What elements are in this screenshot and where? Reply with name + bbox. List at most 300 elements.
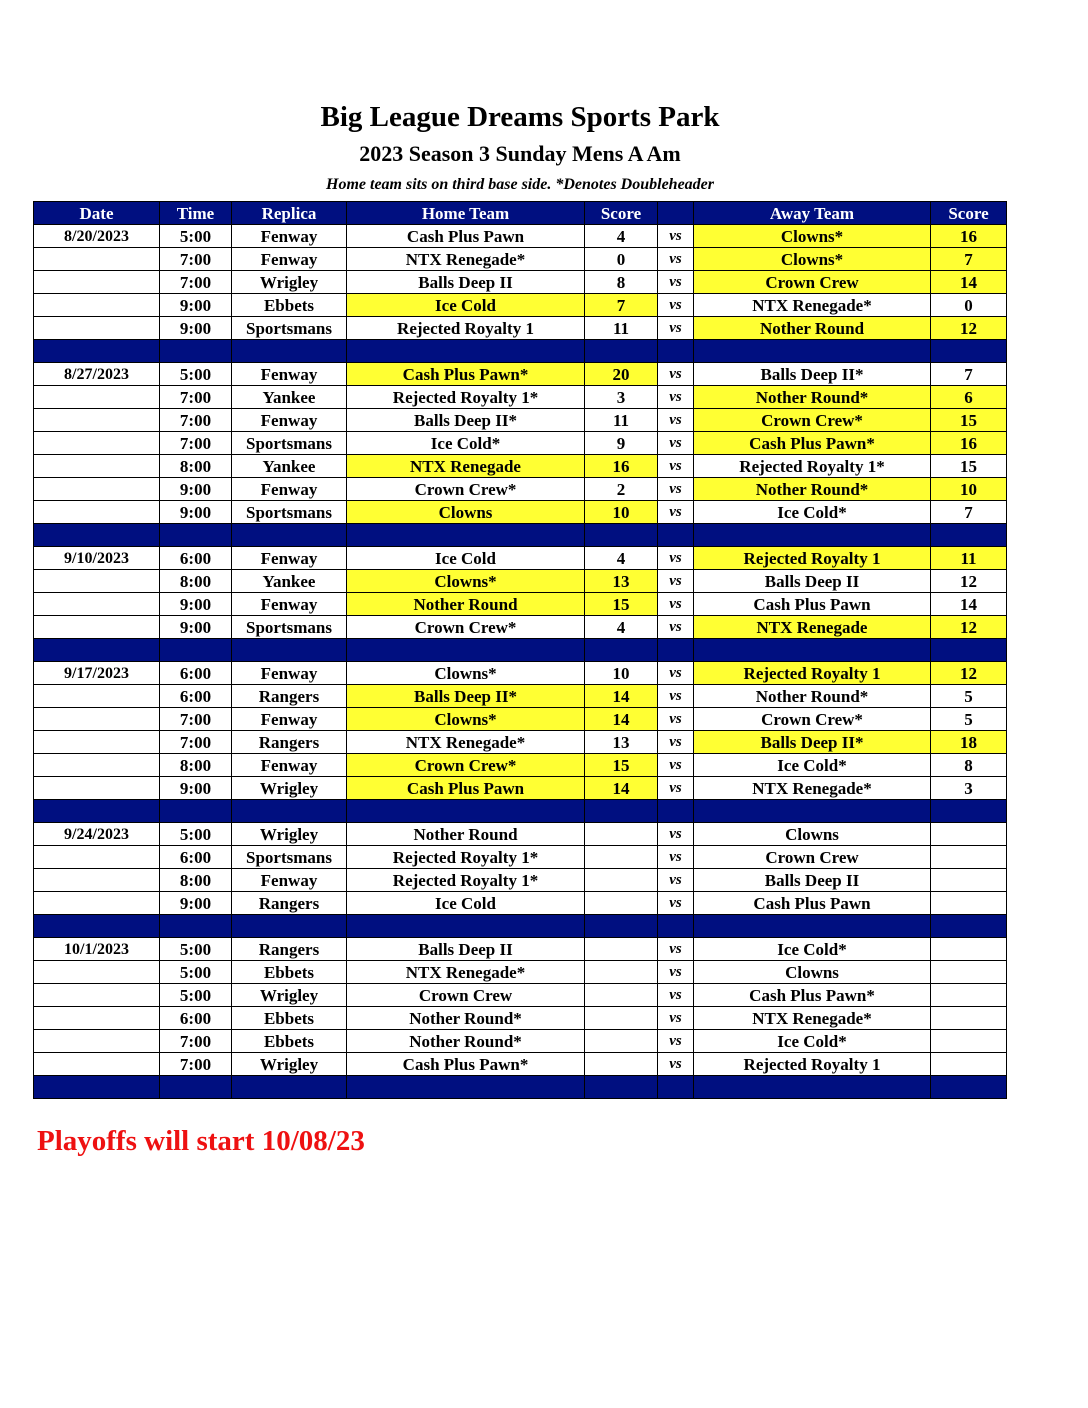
table-row — [34, 869, 1007, 892]
away-score-cell — [931, 1053, 1007, 1076]
replica-cell: Rangers — [232, 685, 347, 708]
table-row — [34, 593, 1007, 616]
separator-cell — [931, 340, 1007, 363]
home-score-cell: 11 — [585, 317, 658, 340]
separator-cell — [347, 340, 585, 363]
home-score-cell: 13 — [585, 570, 658, 593]
col-away-team: Away Team — [694, 202, 931, 225]
separator-cell — [232, 639, 347, 662]
separator-cell — [160, 915, 232, 938]
separator-cell — [585, 524, 658, 547]
col-time: Time — [160, 202, 232, 225]
date-cell-empty — [34, 616, 160, 639]
home-team-cell: Rejected Royalty 1* — [347, 846, 585, 869]
vs-cell: vs — [658, 547, 694, 570]
vs-cell: vs — [658, 685, 694, 708]
vs-cell: vs — [658, 317, 694, 340]
date-cell-empty — [34, 409, 160, 432]
home-score-cell: 7 — [585, 294, 658, 317]
away-team-cell: Rejected Royalty 1 — [694, 662, 931, 685]
vs-cell: vs — [658, 386, 694, 409]
replica-cell: Rangers — [232, 731, 347, 754]
table-row — [34, 478, 1007, 501]
replica-cell: Sportsmans — [232, 501, 347, 524]
vs-cell: vs — [658, 294, 694, 317]
away-score-cell: 5 — [931, 708, 1007, 731]
home-team-cell: Nother Round* — [347, 1030, 585, 1053]
home-score-cell: 14 — [585, 777, 658, 800]
table-row — [34, 892, 1007, 915]
away-score-cell: 7 — [931, 501, 1007, 524]
time-cell: 8:00 — [160, 754, 232, 777]
separator-cell — [347, 524, 585, 547]
time-cell: 8:00 — [160, 869, 232, 892]
home-score-cell — [585, 984, 658, 1007]
home-team-cell: Clowns* — [347, 708, 585, 731]
separator-cell — [694, 639, 931, 662]
home-score-cell — [585, 938, 658, 961]
vs-cell: vs — [658, 892, 694, 915]
away-team-cell: Ice Cold* — [694, 501, 931, 524]
separator-cell — [347, 800, 585, 823]
time-cell: 5:00 — [160, 961, 232, 984]
replica-cell: Sportsmans — [232, 616, 347, 639]
schedule-table — [33, 201, 1007, 1099]
separator-cell — [232, 1076, 347, 1099]
away-team-cell: Clowns — [694, 961, 931, 984]
replica-cell: Fenway — [232, 248, 347, 271]
away-score-cell: 5 — [931, 685, 1007, 708]
time-cell: 7:00 — [160, 271, 232, 294]
home-team-cell: Cash Plus Pawn* — [347, 363, 585, 386]
replica-cell: Fenway — [232, 409, 347, 432]
separator-cell — [34, 524, 160, 547]
away-score-cell: 12 — [931, 317, 1007, 340]
date-cell-empty — [34, 892, 160, 915]
time-cell: 5:00 — [160, 984, 232, 1007]
replica-cell: Sportsmans — [232, 846, 347, 869]
separator-row — [34, 915, 1007, 938]
col-date: Date — [34, 202, 160, 225]
replica-cell: Fenway — [232, 478, 347, 501]
separator-cell — [232, 524, 347, 547]
home-team-cell: NTX Renegade* — [347, 961, 585, 984]
date-cell-empty — [34, 961, 160, 984]
home-score-cell: 16 — [585, 455, 658, 478]
away-score-cell: 14 — [931, 271, 1007, 294]
home-score-cell — [585, 1007, 658, 1030]
time-cell: 7:00 — [160, 708, 232, 731]
time-cell: 7:00 — [160, 409, 232, 432]
vs-cell: vs — [658, 593, 694, 616]
replica-cell: Ebbets — [232, 294, 347, 317]
date-cell-empty — [34, 777, 160, 800]
separator-cell — [694, 800, 931, 823]
date-cell-empty — [34, 294, 160, 317]
separator-cell — [585, 915, 658, 938]
date-cell-empty — [34, 478, 160, 501]
home-score-cell: 11 — [585, 409, 658, 432]
replica-cell: Wrigley — [232, 271, 347, 294]
replica-cell: Yankee — [232, 455, 347, 478]
replica-cell: Fenway — [232, 363, 347, 386]
separator-cell — [658, 524, 694, 547]
table-row — [34, 432, 1007, 455]
separator-cell — [658, 639, 694, 662]
separator-cell — [232, 915, 347, 938]
home-score-cell: 10 — [585, 662, 658, 685]
home-team-cell: Balls Deep II — [347, 271, 585, 294]
time-cell: 6:00 — [160, 846, 232, 869]
table-row — [34, 455, 1007, 478]
table-row — [34, 225, 1007, 248]
away-team-cell: Rejected Royalty 1 — [694, 1053, 931, 1076]
time-cell: 6:00 — [160, 685, 232, 708]
away-team-cell: Clowns — [694, 823, 931, 846]
home-team-cell: Balls Deep II — [347, 938, 585, 961]
vs-cell: vs — [658, 478, 694, 501]
home-team-cell: Clowns* — [347, 662, 585, 685]
date-cell: 8/20/2023 — [34, 225, 160, 248]
home-team-cell: Balls Deep II* — [347, 685, 585, 708]
table-row — [34, 616, 1007, 639]
time-cell: 9:00 — [160, 501, 232, 524]
time-cell: 9:00 — [160, 892, 232, 915]
table-row — [34, 708, 1007, 731]
vs-cell: vs — [658, 961, 694, 984]
replica-cell: Fenway — [232, 869, 347, 892]
vs-cell: vs — [658, 846, 694, 869]
header-row — [34, 202, 1007, 225]
time-cell: 9:00 — [160, 478, 232, 501]
replica-cell: Yankee — [232, 386, 347, 409]
away-score-cell: 12 — [931, 570, 1007, 593]
date-cell-empty — [34, 1007, 160, 1030]
home-team-cell: Crown Crew* — [347, 616, 585, 639]
table-row — [34, 961, 1007, 984]
separator-cell — [931, 915, 1007, 938]
home-score-cell: 4 — [585, 616, 658, 639]
replica-cell: Fenway — [232, 708, 347, 731]
separator-cell — [585, 1076, 658, 1099]
separator-cell — [34, 915, 160, 938]
away-score-cell: 10 — [931, 478, 1007, 501]
table-row — [34, 271, 1007, 294]
table-row — [34, 248, 1007, 271]
away-score-cell — [931, 823, 1007, 846]
date-cell-empty — [34, 846, 160, 869]
table-row — [34, 846, 1007, 869]
home-score-cell: 9 — [585, 432, 658, 455]
col-home-score: Score — [585, 202, 658, 225]
separator-row — [34, 524, 1007, 547]
separator-cell — [585, 639, 658, 662]
home-team-cell: NTX Renegade — [347, 455, 585, 478]
replica-cell: Fenway — [232, 593, 347, 616]
home-team-cell: Rejected Royalty 1 — [347, 317, 585, 340]
home-team-cell: Cash Plus Pawn* — [347, 1053, 585, 1076]
home-team-cell: Crown Crew — [347, 984, 585, 1007]
date-cell: 9/17/2023 — [34, 662, 160, 685]
vs-cell: vs — [658, 938, 694, 961]
away-score-cell — [931, 961, 1007, 984]
separator-cell — [232, 800, 347, 823]
home-score-cell: 4 — [585, 547, 658, 570]
separator-cell — [658, 915, 694, 938]
date-cell: 9/24/2023 — [34, 823, 160, 846]
time-cell: 7:00 — [160, 432, 232, 455]
away-team-cell: Cash Plus Pawn* — [694, 984, 931, 1007]
time-cell: 9:00 — [160, 317, 232, 340]
table-row — [34, 777, 1007, 800]
vs-cell: vs — [658, 271, 694, 294]
home-score-cell — [585, 869, 658, 892]
vs-cell: vs — [658, 1030, 694, 1053]
home-score-cell: 4 — [585, 225, 658, 248]
home-team-cell: Crown Crew* — [347, 478, 585, 501]
date-cell-empty — [34, 984, 160, 1007]
home-score-cell: 3 — [585, 386, 658, 409]
home-team-cell: Nother Round* — [347, 1007, 585, 1030]
away-team-cell: Crown Crew — [694, 846, 931, 869]
away-score-cell — [931, 846, 1007, 869]
vs-cell: vs — [658, 708, 694, 731]
vs-cell: vs — [658, 570, 694, 593]
separator-cell — [931, 800, 1007, 823]
home-team-cell: Crown Crew* — [347, 754, 585, 777]
replica-cell: Fenway — [232, 225, 347, 248]
date-cell-empty — [34, 731, 160, 754]
separator-cell — [34, 1076, 160, 1099]
away-team-cell: Ice Cold* — [694, 1030, 931, 1053]
home-score-cell: 0 — [585, 248, 658, 271]
vs-cell: vs — [658, 984, 694, 1007]
table-row — [34, 984, 1007, 1007]
separator-cell — [160, 800, 232, 823]
time-cell: 7:00 — [160, 1053, 232, 1076]
away-team-cell: NTX Renegade* — [694, 294, 931, 317]
separator-cell — [34, 340, 160, 363]
separator-cell — [658, 1076, 694, 1099]
separator-cell — [931, 1076, 1007, 1099]
home-team-cell: Ice Cold — [347, 294, 585, 317]
vs-cell: vs — [658, 754, 694, 777]
away-team-cell: Cash Plus Pawn — [694, 593, 931, 616]
away-score-cell: 15 — [931, 455, 1007, 478]
away-score-cell: 8 — [931, 754, 1007, 777]
replica-cell: Fenway — [232, 754, 347, 777]
away-score-cell: 7 — [931, 248, 1007, 271]
home-score-cell — [585, 892, 658, 915]
away-score-cell: 7 — [931, 363, 1007, 386]
separator-cell — [585, 340, 658, 363]
separator-cell — [694, 524, 931, 547]
schedule-body — [34, 225, 1007, 1099]
home-score-cell — [585, 1030, 658, 1053]
separator-cell — [34, 639, 160, 662]
home-score-cell: 13 — [585, 731, 658, 754]
date-cell: 8/27/2023 — [34, 363, 160, 386]
separator-row — [34, 340, 1007, 363]
away-team-cell: NTX Renegade* — [694, 777, 931, 800]
home-team-cell: Ice Cold* — [347, 432, 585, 455]
away-team-cell: Crown Crew* — [694, 409, 931, 432]
away-team-cell: Nother Round* — [694, 478, 931, 501]
away-score-cell — [931, 1007, 1007, 1030]
home-team-cell: NTX Renegade* — [347, 248, 585, 271]
home-team-cell: Rejected Royalty 1* — [347, 869, 585, 892]
table-row — [34, 409, 1007, 432]
home-score-cell: 2 — [585, 478, 658, 501]
date-cell-empty — [34, 1030, 160, 1053]
table-row — [34, 1007, 1007, 1030]
date-cell-empty — [34, 754, 160, 777]
date-cell-empty — [34, 1053, 160, 1076]
away-team-cell: Clowns* — [694, 248, 931, 271]
date-cell-empty — [34, 386, 160, 409]
table-row — [34, 1053, 1007, 1076]
replica-cell: Fenway — [232, 662, 347, 685]
separator-cell — [658, 340, 694, 363]
vs-cell: vs — [658, 616, 694, 639]
separator-cell — [931, 524, 1007, 547]
vs-cell: vs — [658, 662, 694, 685]
page-note: Home team sits on third base side. *Denotes Doubleheader — [326, 176, 714, 193]
date-cell-empty — [34, 593, 160, 616]
home-team-cell: Nother Round — [347, 823, 585, 846]
vs-cell: vs — [658, 409, 694, 432]
table-row — [34, 386, 1007, 409]
table-row — [34, 501, 1007, 524]
separator-cell — [658, 800, 694, 823]
date-cell-empty — [34, 317, 160, 340]
col-vs — [658, 202, 694, 225]
home-team-cell: Nother Round — [347, 593, 585, 616]
table-row — [34, 754, 1007, 777]
page-title: Big League Dreams Sports Park — [320, 101, 720, 133]
away-team-cell: Balls Deep II — [694, 869, 931, 892]
vs-cell: vs — [658, 823, 694, 846]
time-cell: 6:00 — [160, 547, 232, 570]
separator-row — [34, 639, 1007, 662]
time-cell: 7:00 — [160, 248, 232, 271]
table-row — [34, 363, 1007, 386]
away-score-cell: 16 — [931, 225, 1007, 248]
time-cell: 7:00 — [160, 1030, 232, 1053]
away-score-cell: 3 — [931, 777, 1007, 800]
away-team-cell: Nother Round* — [694, 386, 931, 409]
table-row — [34, 823, 1007, 846]
away-team-cell: Ice Cold* — [694, 938, 931, 961]
home-score-cell: 15 — [585, 754, 658, 777]
away-score-cell: 14 — [931, 593, 1007, 616]
away-score-cell: 12 — [931, 662, 1007, 685]
date-cell: 9/10/2023 — [34, 547, 160, 570]
page-subtitle: 2023 Season 3 Sunday Mens A Am — [359, 141, 681, 166]
separator-cell — [347, 915, 585, 938]
home-score-cell: 14 — [585, 708, 658, 731]
away-score-cell: 11 — [931, 547, 1007, 570]
away-team-cell: Rejected Royalty 1* — [694, 455, 931, 478]
table-row — [34, 294, 1007, 317]
home-score-cell — [585, 823, 658, 846]
replica-cell: Sportsmans — [232, 317, 347, 340]
vs-cell: vs — [658, 225, 694, 248]
away-team-cell: Crown Crew* — [694, 708, 931, 731]
date-cell-empty — [34, 248, 160, 271]
away-score-cell — [931, 869, 1007, 892]
time-cell: 9:00 — [160, 777, 232, 800]
away-team-cell: Ice Cold* — [694, 754, 931, 777]
replica-cell: Sportsmans — [232, 432, 347, 455]
vs-cell: vs — [658, 777, 694, 800]
time-cell: 6:00 — [160, 1007, 232, 1030]
time-cell: 7:00 — [160, 731, 232, 754]
separator-cell — [694, 340, 931, 363]
separator-row — [34, 800, 1007, 823]
vs-cell: vs — [658, 432, 694, 455]
away-score-cell — [931, 984, 1007, 1007]
date-cell-empty — [34, 685, 160, 708]
away-team-cell: Balls Deep II* — [694, 731, 931, 754]
home-team-cell: NTX Renegade* — [347, 731, 585, 754]
away-score-cell — [931, 892, 1007, 915]
away-score-cell: 18 — [931, 731, 1007, 754]
table-row — [34, 1030, 1007, 1053]
away-team-cell: Nother Round* — [694, 685, 931, 708]
away-score-cell: 16 — [931, 432, 1007, 455]
table-row — [34, 662, 1007, 685]
home-team-cell: Cash Plus Pawn — [347, 777, 585, 800]
date-cell: 10/1/2023 — [34, 938, 160, 961]
home-score-cell: 20 — [585, 363, 658, 386]
separator-cell — [694, 915, 931, 938]
replica-cell: Ebbets — [232, 1030, 347, 1053]
home-team-cell: Cash Plus Pawn — [347, 225, 585, 248]
col-home-team: Home Team — [347, 202, 585, 225]
separator-cell — [160, 639, 232, 662]
replica-cell: Ebbets — [232, 1007, 347, 1030]
away-team-cell: Balls Deep II* — [694, 363, 931, 386]
home-team-cell: Clowns — [347, 501, 585, 524]
away-score-cell — [931, 938, 1007, 961]
replica-cell: Wrigley — [232, 777, 347, 800]
time-cell: 5:00 — [160, 225, 232, 248]
vs-cell: vs — [658, 248, 694, 271]
date-cell-empty — [34, 570, 160, 593]
away-score-cell: 6 — [931, 386, 1007, 409]
time-cell: 5:00 — [160, 823, 232, 846]
away-score-cell: 12 — [931, 616, 1007, 639]
away-team-cell: Rejected Royalty 1 — [694, 547, 931, 570]
date-cell-empty — [34, 869, 160, 892]
away-team-cell: Nother Round — [694, 317, 931, 340]
separator-cell — [160, 1076, 232, 1099]
date-cell-empty — [34, 432, 160, 455]
away-team-cell: Cash Plus Pawn — [694, 892, 931, 915]
table-row — [34, 570, 1007, 593]
home-team-cell: Balls Deep II* — [347, 409, 585, 432]
col-away-score: Score — [931, 202, 1007, 225]
vs-cell: vs — [658, 869, 694, 892]
time-cell: 9:00 — [160, 294, 232, 317]
separator-cell — [694, 1076, 931, 1099]
separator-cell — [347, 1076, 585, 1099]
separator-row — [34, 1076, 1007, 1099]
home-score-cell: 15 — [585, 593, 658, 616]
home-team-cell: Rejected Royalty 1* — [347, 386, 585, 409]
replica-cell: Rangers — [232, 938, 347, 961]
